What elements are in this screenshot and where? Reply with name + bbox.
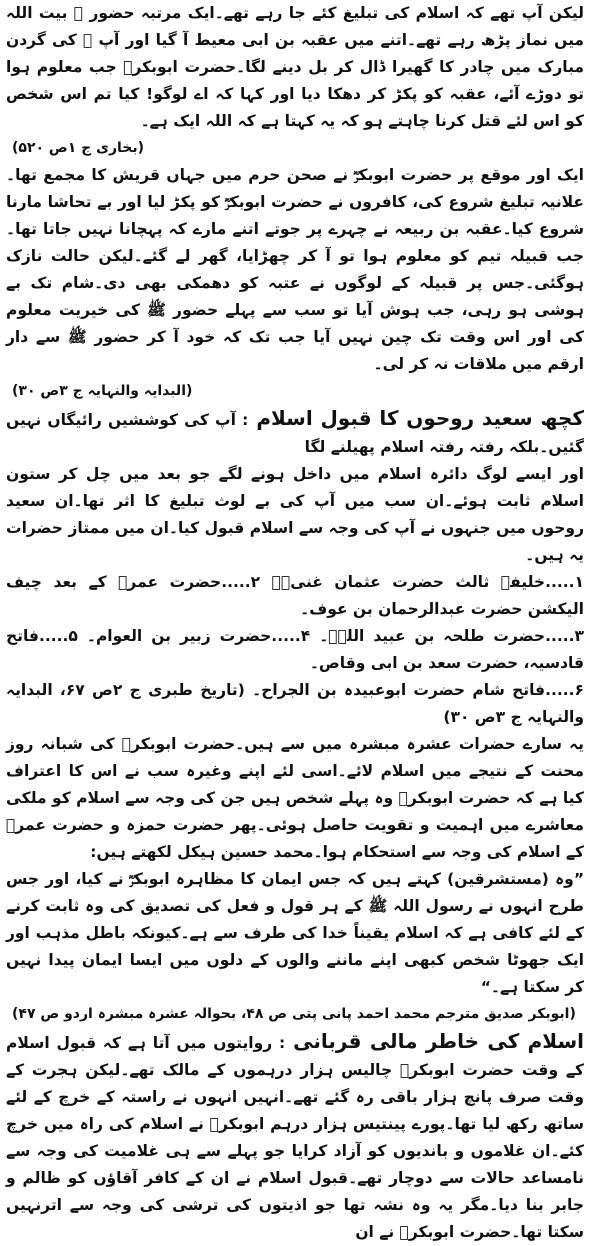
section-lead-text: : آپ کی کوششیں رائیگاں نہیں گئیں۔بلکہ رفتہ رفتہ اسلام پھیلنے لگا — [6, 411, 584, 456]
paragraph-financial-sacrifice: : روایتوں میں آتا ہے کہ قبول اسلام کے وقت حضرت ابوبکرؓ چالیس ہزار درہموں کے مالک تھے۔لیکن ہجرت کے وقت صرف پانچ ہزار باقی رہ گئے تھے۔انہیں انہوں نے راستہ کے خرچ کے لئے ساتھ رکھ لیا تھا۔پورے پینتیس ہزار درہم ابوبکرؓ نے اسلام کی راہ میں خرچ کئے۔ان غلاموں و باندیوں کو آزاد کرایا جو پہلے سے ہی غلامیت کی وجہ سے نامساعد حالات سے دوچار تھے۔قبول اسلام نے ان کے کافر آقاؤں کو ظالم و جابر بنا دیا۔مگر یہ وہ نشہ تھا جو اذیتوں کی ترشی کی وجہ سے اترنہیں سکتا تھا۔حضرت ابوبکرؓ نے ان — [6, 1034, 584, 1241]
citation-tabari: (تاریخ طبری ج ۲ص ۶۷، البدایہ والنہایہ ج ۳ص ۳۰) — [6, 681, 584, 726]
paragraph-haram-preaching: ایک اور موقع پر حضرت ابوبکرؓ نے صحن حرم میں جہاں قریش کا مجمع تھا۔علانیہ تبلیغ شروع کی، کافروں نے حضرت ابوبکرؓ کو پکڑ لیا اور بے تحاشا مارنا شروع کیا۔عقبہ بن ربیعہ نے چہرے پر جوتے اتنے مارے کہ پہچانا نہیں جاتا تھا۔جب قبیلہ تیم کو معلوم ہوا تو آ کر چھڑایا، گھر لے گئے۔لیکن حالت نازک ہوگئی۔جس پر قبیلہ کے لوگوں نے عتبہ کو دھمکی بھی دی۔شام تک بے ہوشی ہو رہی، جب ہوش آیا تو سب سے پہلے حضور ﷺ کی خیریت معلوم کی اور اس وقت تک چین نہیں آیا جب تک کہ خود آ کر حضور ﷺ سے دار ارقم میں ملاقات نہ کر لی۔ — [6, 166, 584, 373]
citation-bidaya-1: (البدایہ والنہایہ ج ۳ص ۳۰) — [12, 383, 193, 399]
citation-abubakr-siddiq: (ابوبکر صدیق مترجم محمد احمد پانی پتی ص ۴۸، بحوالہ عشرہ مبشرہ اردو ص ۴۷) — [12, 1006, 576, 1022]
companions-list-line-3 — [6, 677, 584, 731]
paragraph-ashra-mubashra: یہ سارے حضرات عشرہ مبشرہ میں سے ہیں۔حضرت ابوبکرؓ کی شبانہ روز محنت کے نتیجے میں اسلام لائے۔اسی لئے اپنے وغیرہ سب نے اس کا اعتراف کیا ہے کہ حضرت ابوبکرؓ وہ پہلے شخص ہیں جن کی وجہ سے اسلام کو ملکی معاشرے میں اہمیت و تقویت حاصل ہوئی۔پھر حضرت حمزہ و حضرت عمرؓ کے اسلام کی وجہ سے استحکام ہوا۔محمد حسین ہیکل لکھتے ہیں: — [6, 735, 584, 861]
section-heading-acceptance: کچھ سعید روحوں کا قبول اسلام — [256, 406, 584, 430]
section-heading-financial: اسلام کی خاطر مالی قربانی — [293, 1029, 584, 1053]
section-heading-line-1 — [6, 405, 584, 461]
companions-list-item-6: ۶.....فاتح شام حضرت ابوعبیدہ بن الجراح۔ — [252, 681, 584, 699]
paragraph-companions-intro: اور ایسے لوگ دائرہ اسلام میں داخل ہونے لگے جو بعد میں چل کر ستون اسلام ثابت ہوئے۔ان سب میں آپ کی بے لوث تبلیغ کا اثر تھا۔ان سعید روحوں میں جنہوں نے آپ کی وجہ سے اسلام قبول کیا۔ان میں ممتاز حضرات یہ ہیں۔ — [6, 465, 584, 564]
section-financial-sacrifice — [6, 1028, 584, 1246]
companions-list-line-1: ۱.....خلیفہ ثالث حضرت عثمان غنیؓ۔ ۲.....حضرت عمرؓ کے بعد چیف الیکشن حضرت عبدالرحمان بن عوف۔ — [6, 573, 584, 618]
citation-bukhari: (بخاری ج ۱ص ۵۲۰) — [12, 140, 145, 156]
quote-haykal: ”وہ (مستشرقین) کہتے ہیں کہ جس ایمان کا مظاہرہ ابوبکرؓ نے کیا، اور جس طرح انہوں نے رسول اللہ ﷺ کے ہر قول و فعل کی تصدیق کی وہ ثابت کرنے کے لئے کافی ہے کہ اسلام یقیناً خدا کی طرف سے ہے۔کیونکہ باطل مذہب اور ایک جھوٹا شخص کبھی اپنے ماننے والوں کے دلوں میں ایسا ایمان پیدا نہیں کر سکتا ہے۔“ — [6, 870, 584, 996]
paragraph-uqba-incident: لیکن آپ تھے کہ اسلام کی تبلیغ کئے جا رہے تھے۔ایک مرتبہ حضور ﷺ بیت اللہ میں نماز پڑھ رہے تھے۔اتنے میں عقبہ بن ابی معیط آ گیا اور آپ ﷺ کی گردن مبارک میں چادر کا گھیرا ڈال کر بل دینے لگا۔حضرت ابوبکرؓ جب معلوم ہوا تو دوڑے آئے، عقبہ کو پکڑ کر دھکا دیا اور کہا کہ اے لوگو! کیا تم اس شخص کو اس لئے قتل کرنا چاہتے ہو کہ یہ کہتا ہے کہ اللہ ایک ہے۔ — [6, 4, 584, 130]
companions-list-line-2: ۳.....حضرت طلحہ بن عبید اللہؓ۔ ۴.....حضرت زبیر بن العوام۔ ۵.....فاتح قادسیہ، حضرت سعد بن ابی وقاص۔ — [6, 627, 584, 672]
